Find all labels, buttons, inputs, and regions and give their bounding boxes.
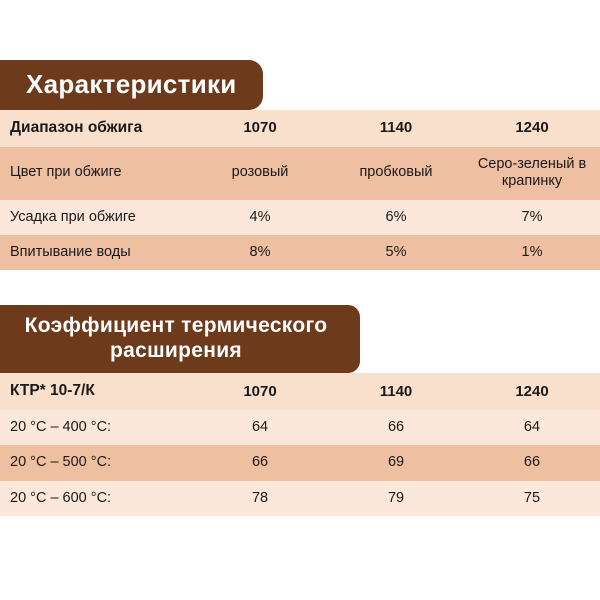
cell-20-500-1070: 66 xyxy=(192,445,328,480)
section-thermal-expansion xyxy=(0,305,600,516)
cell-color-1140: пробковый xyxy=(328,147,464,200)
row-label-water-absorption: Впитывание воды xyxy=(0,235,192,270)
column-header-cte-1240: 1240 xyxy=(464,373,600,410)
table-row xyxy=(0,235,600,270)
table-row xyxy=(0,147,600,200)
cell-water-1140: 5% xyxy=(328,235,464,270)
column-header-1240: 1240 xyxy=(464,110,600,147)
row-label-20-600: 20 °С – 600 °С: xyxy=(0,481,192,516)
cell-20-600-1140: 79 xyxy=(328,481,464,516)
cell-color-1070: розовый xyxy=(192,147,328,200)
column-header-cte-unit: КТР* 10-7/К xyxy=(0,373,192,410)
cell-20-400-1070: 64 xyxy=(192,410,328,445)
cell-shrinkage-1140: 6% xyxy=(328,200,464,235)
column-header-1070: 1070 xyxy=(192,110,328,147)
table-header-row xyxy=(0,373,600,410)
table-characteristics-wrapper xyxy=(0,110,600,270)
table-thermal-expansion xyxy=(0,373,600,516)
table-row xyxy=(0,445,600,480)
column-header-firing-range: Диапазон обжига xyxy=(0,110,192,147)
cell-20-500-1140: 69 xyxy=(328,445,464,480)
cell-20-400-1240: 64 xyxy=(464,410,600,445)
row-label-color: Цвет при обжиге xyxy=(0,147,192,200)
column-header-cte-1070: 1070 xyxy=(192,373,328,410)
cell-water-1070: 8% xyxy=(192,235,328,270)
section-title-characteristics: Характеристики xyxy=(0,60,263,110)
row-label-20-400: 20 °С – 400 °С: xyxy=(0,410,192,445)
table-header-row xyxy=(0,110,600,147)
cell-20-400-1140: 66 xyxy=(328,410,464,445)
cell-shrinkage-1240: 7% xyxy=(464,200,600,235)
column-header-cte-1140: 1140 xyxy=(328,373,464,410)
cell-20-600-1070: 78 xyxy=(192,481,328,516)
cell-20-500-1240: 66 xyxy=(464,445,600,480)
cell-20-600-1240: 75 xyxy=(464,481,600,516)
table-thermal-expansion-wrapper xyxy=(0,373,600,516)
section-characteristics xyxy=(0,60,600,270)
column-header-1140: 1140 xyxy=(328,110,464,147)
table-characteristics xyxy=(0,110,600,270)
cell-color-1240: Серо-зеленый в крапинку xyxy=(464,147,600,200)
table-row xyxy=(0,200,600,235)
table-row xyxy=(0,481,600,516)
table-row xyxy=(0,410,600,445)
section-title-thermal-expansion: Коэффициент термического расширения xyxy=(0,305,360,373)
cell-water-1240: 1% xyxy=(464,235,600,270)
cell-shrinkage-1070: 4% xyxy=(192,200,328,235)
row-label-20-500: 20 °С – 500 °С: xyxy=(0,445,192,480)
row-label-shrinkage: Усадка при обжиге xyxy=(0,200,192,235)
